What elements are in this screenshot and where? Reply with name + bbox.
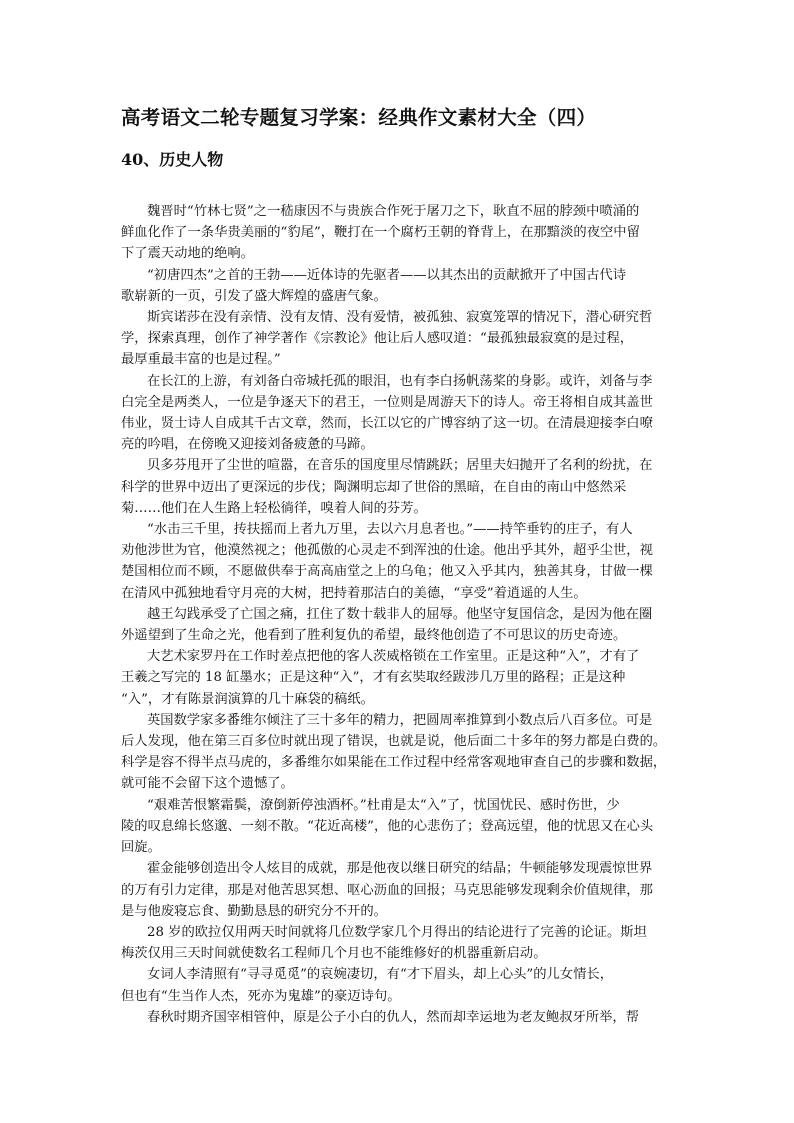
paragraph-line: 后人发现，他在第三百多位时就出现了错误，也就是说，他后面二十多年的努力都是白费的。 <box>121 734 667 750</box>
paragraph-line: 在长江的上游，有刘备白帝城托孤的眼泪，也有李白扬帆荡桨的身影。或许，刘备与李 <box>147 373 653 389</box>
paragraph-line: 科学是容不得半点马虎的，多番维尔如果能在工作过程中经常客观地审查自己的步骤和数据， <box>121 755 667 771</box>
paragraph <box>121 519 679 604</box>
paragraph-line: 王羲之写完的 18 缸墨水；正是这种“入”，才有玄奘取经跋涉几万里的路程；正是这种 <box>121 670 626 686</box>
paragraph-line: 28 岁的欧拉仅用两天时间就将几位数学家几个月得出的结论进行了完善的论证。斯坦 <box>147 924 647 940</box>
paragraph <box>121 710 679 795</box>
paragraph-line: 陵的叹息绵长悠邈、一刻不散。“花近高楼”，他的心悲伤了；登高远望，他的忧思又在心头 <box>121 818 654 834</box>
paragraph <box>121 265 679 307</box>
paragraph-line: 劝他涉世为官，他漠然视之；他孤傲的心灵走不到浑浊的仕途。他出乎其外，超乎尘世，视 <box>121 543 653 559</box>
paragraph <box>121 307 679 371</box>
paragraph <box>121 964 679 1006</box>
paragraph-line: 楚国相位而不顾，不愿做供奉于高高庙堂之上的乌龟；他又入乎其内，独善其身，甘做一棵 <box>121 564 653 580</box>
paragraph-line: 贝多芬甩开了尘世的喧嚣，在音乐的国度里尽情跳跃；居里夫妇抛开了名利的纷扰，在 <box>147 458 653 474</box>
paragraph-line: 女词人李清照有“寻寻觅觅”的哀婉凄切，有“才下眉头，却上心头”的儿女情长， <box>147 967 613 983</box>
paragraph-line: 歌崭新的一页，引发了盛大辉煌的盛唐气象。 <box>121 288 387 304</box>
paragraph-line: 在清风中孤独地看守月亮的大树，把持着那洁白的美德，“享受”着逍遥的人生。 <box>121 585 587 601</box>
paragraph <box>121 201 679 265</box>
paragraph <box>121 455 679 519</box>
paragraph-line: “初唐四杰”之首的王勃——近体诗的先驱者——以其杰出的贡献掀开了中国古代诗 <box>147 267 626 283</box>
paragraph-line: 斯宾诺莎在没有亲情、没有友情、没有爱情，被孤独、寂寞笼罩的情况下，潜心研究哲 <box>147 310 653 326</box>
paragraph-line: 春秋时期齐国宰相管仲，原是公子小白的仇人，然而却幸运地为老友鲍叔牙所举，帮 <box>147 1009 639 1025</box>
document-title: 高考语文二轮专题复习学案：经典作文素材大全（四） <box>121 106 597 129</box>
paragraph <box>121 795 679 859</box>
paragraph-line: 英国数学家多番维尔倾注了三十多年的精力，把圆周率推算到小数点后八百多位。可是 <box>147 712 653 728</box>
paragraph-line: 越王勾践承受了亡国之痛，扛住了数十载非人的屈辱。他坚守复国信念，是因为他在圈 <box>147 606 653 622</box>
paragraph <box>121 371 679 456</box>
paragraph-line: “入”，才有陈景润演算的几十麻袋的稿纸。 <box>121 691 374 707</box>
paragraph <box>121 604 679 646</box>
paragraph-line: 回旋。 <box>121 840 161 856</box>
paragraph <box>121 1007 679 1028</box>
paragraph-line: 霍金能够创造出令人炫目的成就，那是他夜以继日研究的结晶；牛顿能够发现震惊世界 <box>147 861 653 877</box>
paragraph <box>121 646 679 710</box>
section-heading: 40、历史人物 <box>121 150 224 169</box>
paragraph-line: 最厚重最丰富的也是过程。” <box>121 352 281 368</box>
paragraph-line: 白完全是两类人，一位是争逐天下的君王，一位则是周游天下的诗人。帝王将相自成其盖世 <box>121 394 653 410</box>
paragraph-line: “艰难苦恨繁霜鬓，潦倒新停浊酒杯。”杜甫是太“入”了，忧国忧民、感时伤世，少 <box>147 797 620 813</box>
paragraph-line: 是与他废寝忘食、勤勤恳恳的研究分不开的。 <box>121 903 387 919</box>
paragraph-line: 但也有“生当作人杰，死亦为鬼雄”的豪迈诗句。 <box>121 988 401 1004</box>
paragraph-line: 学，探索真理，创作了神学著作《宗教论》他让后人感叹道：“最孤独最寂寞的是过程， <box>121 331 634 347</box>
document-body <box>121 201 679 1028</box>
paragraph-line: 的万有引力定律，那是对他苦思冥想、呕心沥血的回报；马克思能够发现剩余价值规律，那 <box>121 882 653 898</box>
paragraph-line: 就可能不会留下这个遗憾了。 <box>121 776 294 792</box>
paragraph-line: 梅茨仅用三天时间就使数名工程师几个月也不能维修好的机器重新启动。 <box>121 946 547 962</box>
paragraph-line: 科学的世界中迈出了更深远的步伐；陶渊明忘却了世俗的黑暗，在自由的南山中悠然采 <box>121 479 627 495</box>
paragraph-line: 鲜血化作了一条华贵美丽的“豹尾”，鞭打在一个腐朽王朝的脊背上，在那黯淡的夜空中留 <box>121 225 640 241</box>
paragraph <box>121 858 679 922</box>
paragraph-line: 菊……他们在人生路上轻松徜徉，嗅着人间的芬芳。 <box>121 500 427 516</box>
paragraph-line: 下了震天动地的绝响。 <box>121 246 254 262</box>
paragraph-line: 大艺术家罗丹在工作时差点把他的客人茨威格锁在工作室里。正是这种“入”，才有了 <box>147 649 640 665</box>
paragraph-line: 外遥望到了生命之光，他看到了胜利复仇的希望，最终他创造了不可思议的历史奇迹。 <box>121 628 627 644</box>
paragraph-line: 亮的吟唱，在傍晚又迎接刘备疲惫的马蹄。 <box>121 437 374 453</box>
paragraph-line: 伟业，贤士诗人自成其千古文章，然而，长江以它的广博容纳了这一切。在清晨迎接李白嘹 <box>121 416 653 432</box>
paragraph-line: “水击三千里，抟扶摇而上者九万里，去以六月息者也。”——持竿垂钓的庄子，有人 <box>147 522 633 538</box>
paragraph-line: 魏晋时“竹林七贤”之一嵇康因不与贵族合作死于屠刀之下，耿直不屈的脖颈中喷涌的 <box>147 204 640 219</box>
paragraph <box>121 922 679 964</box>
